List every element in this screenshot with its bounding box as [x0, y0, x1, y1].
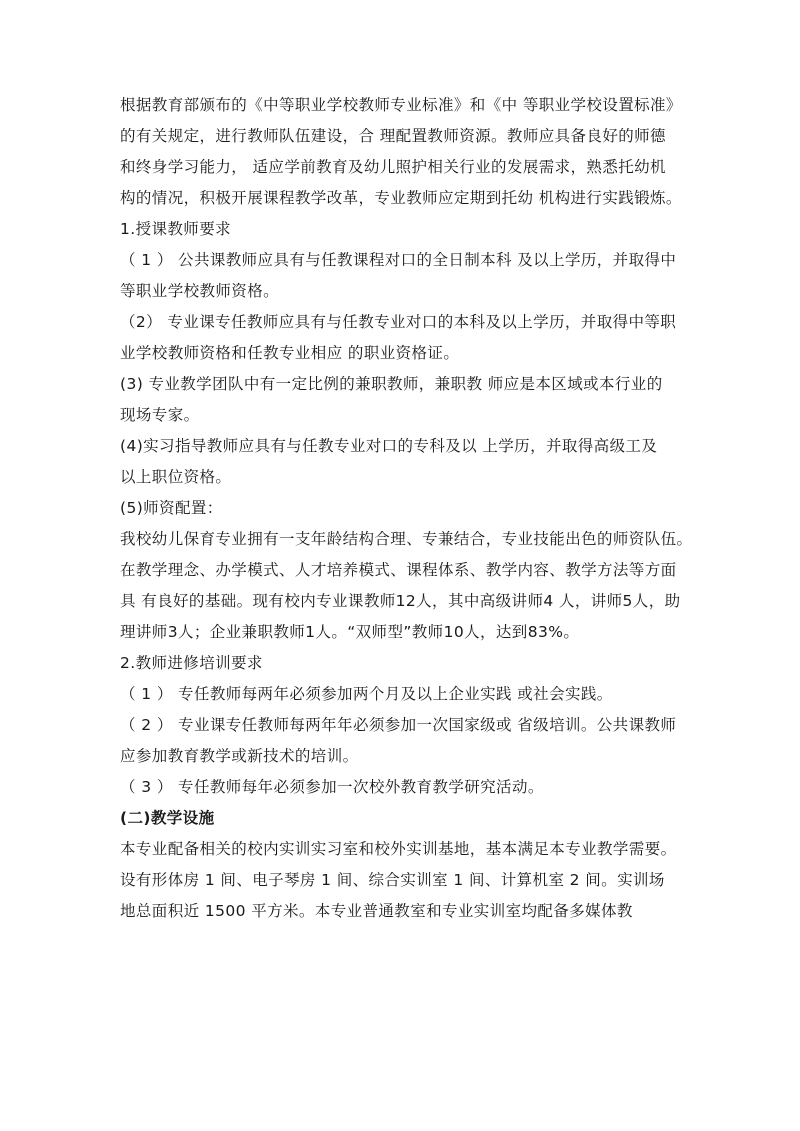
list-item-line: (4)实习指导教师应具有与任教专业对口的专科及以 上学历，并取得高级工及 — [120, 437, 658, 455]
paragraph-line: 设有形体房 1 间、电子琴房 1 间、综合实训室 1 间、计算机室 2 间。实训场 — [120, 871, 665, 889]
paragraph-line: 地总面积近 1500 平方米。本专业普通教室和专业实训室均配备多媒体教 — [120, 902, 633, 920]
section-title: (二)教学设施 — [120, 809, 215, 827]
list-item-line: 现场专家。 — [120, 406, 200, 424]
document-body — [120, 90, 700, 927]
list-item-line: (5)师资配置： — [120, 499, 223, 517]
list-item-line: 业学校教师资格和任教专业相应 的职业资格证。 — [120, 344, 460, 362]
paragraph-line: 构的情况，积极开展课程教学改革，专业教师应定期到托幼 机构进行实践锻炼。 — [120, 189, 682, 207]
paragraph-line: 在教学理念、办学模式、人才培养模式、课程体系、教学内容、教学方法等方面 — [120, 561, 677, 579]
list-item-line: （2） 专业课专任教师应具有与任教专业对口的本科及以上学历，并取得中等职 — [120, 313, 677, 331]
paragraph-line: 的有关规定，进行教师队伍建设，合 理配置教师资源。教师应具备良好的师德 — [120, 127, 666, 145]
section-heading: 1.授课教师要求 — [120, 220, 231, 238]
list-item-line: （ 1 ） 专任教师每两年必须参加两个月及以上企业实践 或社会实践。 — [120, 685, 613, 703]
list-item-line: 应参加教育教学或新技术的培训。 — [120, 747, 359, 765]
section-heading: 2.教师进修培训要求 — [120, 654, 263, 672]
paragraph-line: 本专业配备相关的校内实训实习室和校外实训基地，基本满足本专业教学需要。 — [120, 840, 677, 858]
list-item-line: （ 1 ） 公共课教师应具有与任教课程对口的全日制本科 及以上学历，并取得中 — [120, 251, 677, 269]
list-item-line: （ 2 ） 专业课专任教师每两年年必须参加一次国家级或 省级培训。公共课教师 — [120, 716, 677, 734]
paragraph-line: 根据教育部颁布的《中等职业学校教师专业标准》和《中 等职业学校设置标准》 — [120, 96, 682, 114]
list-item-line: 等职业学校教师资格。 — [120, 282, 280, 300]
list-item-line: （ 3 ） 专任教师每年必须参加一次校外教育教学研究活动。 — [120, 778, 544, 796]
list-item-line: 以上职位资格。 — [120, 468, 232, 486]
paragraph-line: 和终身学习能力， 适应学前教育及幼儿照护相关行业的发展需求，熟悉托幼机 — [120, 158, 666, 176]
list-item-line: (3) 专业教学团队中有一定比例的兼职教师，兼职教 师应是本区域或本行业的 — [120, 375, 663, 393]
paragraph-line: 我校幼儿保育专业拥有一支年龄结构合理、专兼结合，专业技能出色的师资队伍。 — [120, 530, 693, 548]
paragraph-line: 理讲师3人；企业兼职教师1人。“双师型”教师10人，达到83%。 — [120, 623, 580, 641]
paragraph-line: 具 有良好的基础。现有校内专业课教师12人，其中高级讲师4 人，讲师5人，助 — [120, 592, 681, 610]
